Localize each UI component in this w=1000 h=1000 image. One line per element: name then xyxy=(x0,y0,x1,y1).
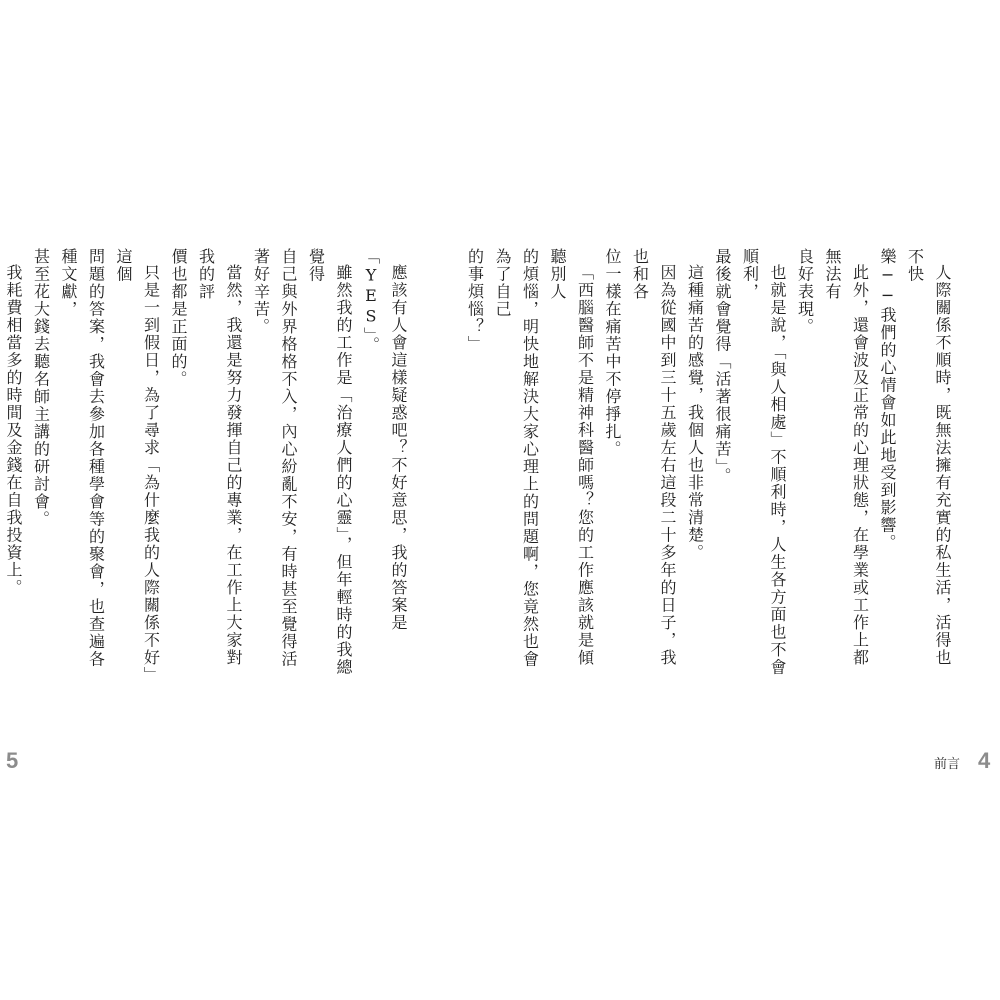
page-number-left: 5 xyxy=(6,748,19,773)
left-paragraph-2: 雖然我的工作是「治療人們的心靈」，但年輕時的我總覺得 自己與外界格格不入，內心紛亂不安，有時甚至覺得活著好辛苦。 xyxy=(251,248,353,676)
right-page-body-text xyxy=(465,248,956,680)
right-paragraph-4: 這種痛苦的感覺，我個人也非常清楚。 xyxy=(685,264,705,562)
right-paragraph-5: 因為從國中到三十五歲左右這段二十多年的日子，我也和各 位一樣在痛苦中不停掙扎。 xyxy=(603,248,677,667)
right-paragraph-1: 人際關係不順時，既無法擁有充實的私生活，活得也不快 樂──我們的心情會如此地受到影響。 xyxy=(878,248,952,667)
left-page-body-text xyxy=(4,248,412,680)
right-paragraph-3: 也就是說，「與人相處」不順利時，人生各方面也不會順利， 最後就會覺得「活著很痛苦」。 xyxy=(713,248,787,676)
left-paragraph-3: 當然，我還是努力發揮自己的專業，在工作上大家對我的評 價也都是正面的。 xyxy=(169,248,243,667)
running-head: 前言 xyxy=(934,757,961,772)
right-paragraph-2: 此外，還會波及正常的心理狀態，在學業或工作上都無法有 良好表現。 xyxy=(795,248,870,667)
left-paragraph-5: 我耗費相當多的時間及金錢在自我投資上。 xyxy=(4,264,23,597)
page-number-right: 4 xyxy=(978,748,991,773)
left-paragraph-1: 應該有人會這樣疑惑吧？不好意思，我的答案是「YES」。 xyxy=(361,248,408,632)
right-paragraph-6: 「西腦醫師不是精神科醫師嗎？您的工作應該就是傾聽別人 的煩惱，明快地解決大家心理上的問題啊，您竟然也會為了自己 的事煩惱？」 xyxy=(465,248,595,668)
left-paragraph-4: 只是一到假日，為了尋求「為什麼我的人際關係不好」這個 問題的答案，我會去參加各種學會等的聚會，也查遍各種文獻， 甚至花大錢去聽名師主講的研討會。 xyxy=(31,248,161,676)
